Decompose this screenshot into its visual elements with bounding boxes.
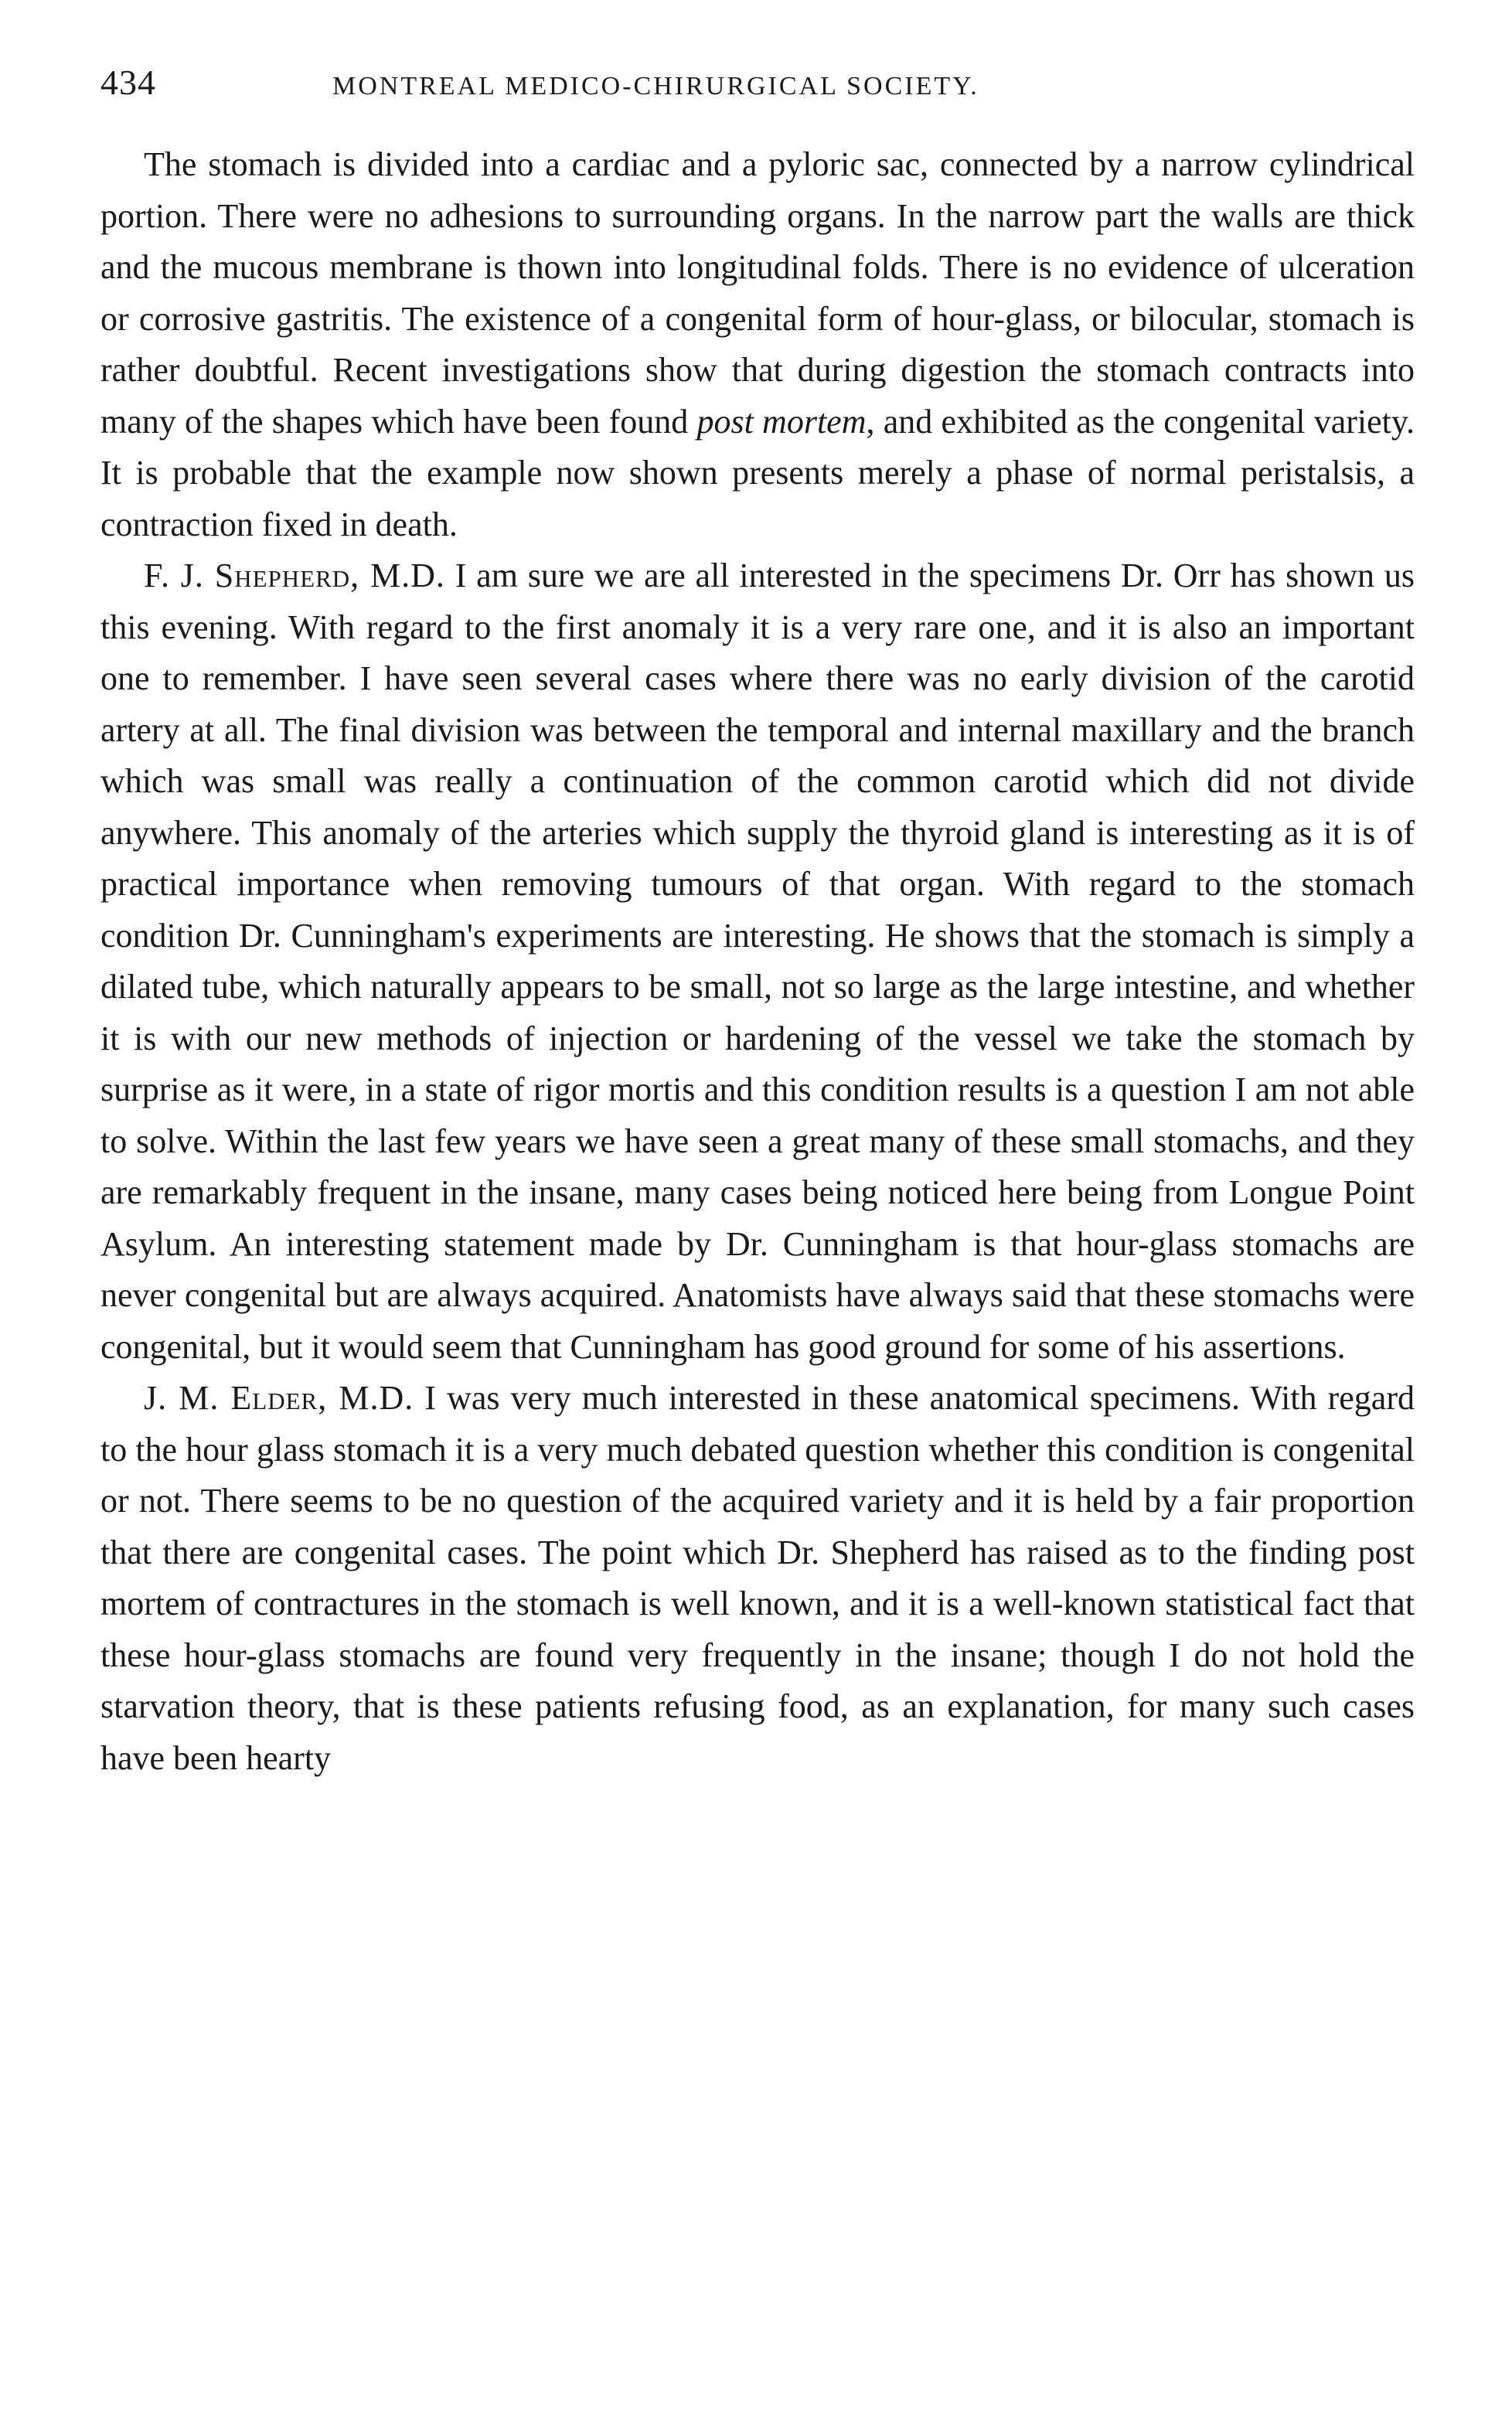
paragraph-text: I am sure we are all interested in the specimens Dr. Orr has shown us this evening. With regard to the first anomaly it is a very rare one, and it is also an important one to remember. I have seen several cases where there was no early division of the carotid artery at all. The final division was between the temporal and internal maxillary and the branch which was small was really a continuation of the common carotid which did not divide anywhere. This anomaly of the arteries which supply the thyroid gland is interesting as it is of practical importance when removing tumours of that organ. With regard to the stomach condition Dr. Cunningham's experiments are interesting. He shows that the stomach is simply a dilated tube, which naturally appears to be small, not so large as the large intestine, and whether it is with our new methods of injection or hardening of the vessel we take the stomach by surprise as it were, in a state of rigor mortis and this condition results is a question I am not able to solve. Within the last few years we have seen a great many of these small stomachs, and they are remarkably frequent in the insane, many cases being noticed here being from Longue Point Asylum. An interesting statement made by Dr. Cunningham is that hour-glass stomachs are never congenital but are always acquired. Anatomists have always said that these stomachs were congenital, but it would seem that Cunningham has good ground for some of his assertions.	[100, 557, 1415, 1366]
italic-phrase: post mortem	[696, 402, 867, 441]
document-page	[100, 62, 1415, 1784]
speaker-name: J. M. Elder, M.D.	[144, 1379, 414, 1417]
page-number: 434	[100, 63, 156, 102]
paragraph-shepherd-remarks	[100, 550, 1415, 1373]
paragraph-text: , and exhibited as the congenital variety. It is probable that the example now shown presents merely a phase of normal peristalsis, a contraction fixed in death.	[100, 402, 1415, 543]
paragraph-stomach-description	[100, 139, 1415, 550]
paragraph-text: I was very much interested in these anatomical specimens. With regard to the hour glass stomach it is a very much debated question whether this condition is congenital or not. There seems to be no question of the acquired variety and it is held by a fair proportion that there are congenital cases. The point which Dr. Shepherd has raised as to the finding post mortem of contractures in the stomach is well known, and it is a well-known statistical fact that these hour-glass stomachs are found very frequently in the insane; though I do not hold the starvation theory, that is these patients refusing food, as an explanation, for many such cases have been hearty	[100, 1379, 1415, 1777]
running-head	[100, 62, 1415, 131]
running-head-title: MONTREAL MEDICO-CHIRURGICAL SOCIETY.	[332, 72, 979, 100]
body-text	[100, 139, 1415, 1784]
paragraph-text: The stomach is divided into a cardiac and a pyloric sac, connected by a narrow cylindrical portion. There were no adhesions to surrounding organs. In the narrow part the walls are thick and the mucous membrane is thown into longitudinal folds. There is no evidence of ulceration or corrosive gastritis. The existence of a congenital form of hour-glass, or bilocular, stomach is rather doubtful. Recent investigations show that during digestion the stomach contracts into many of the shapes which have been found	[100, 145, 1415, 441]
speaker-name: F. J. Shepherd, M.D.	[144, 557, 445, 594]
paragraph-elder-remarks	[100, 1373, 1415, 1784]
